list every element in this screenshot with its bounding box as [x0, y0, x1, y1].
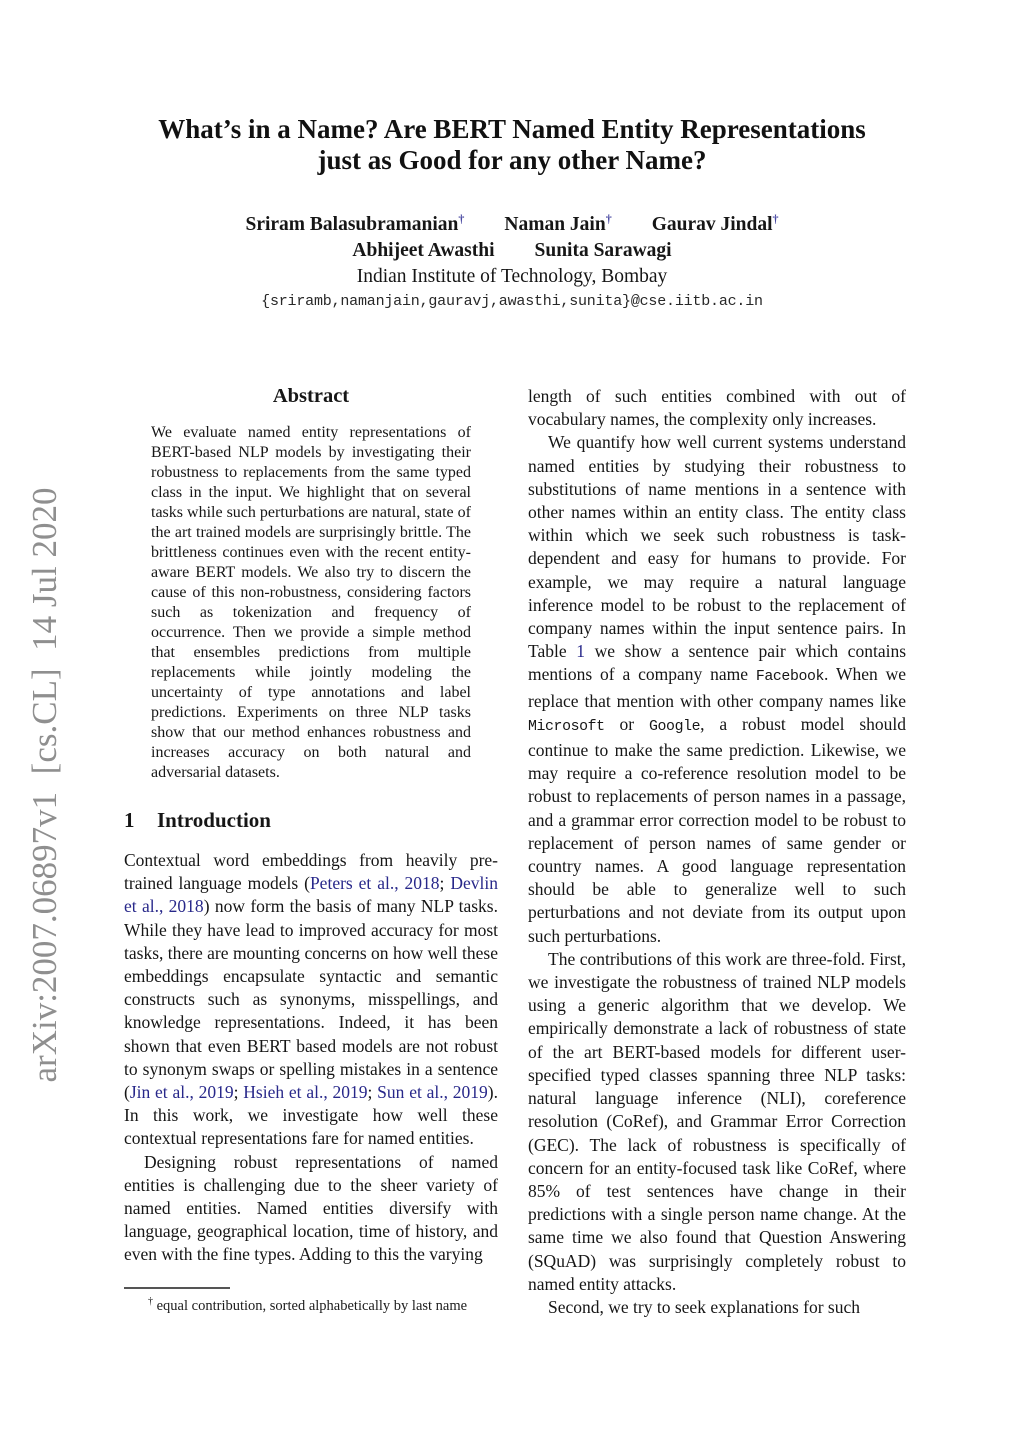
section-heading-introduction: [124, 808, 498, 833]
title-block: [0, 114, 1024, 310]
text-segment: ) now form the basis of many NLP tasks. While they have lead to improved accuracy for most tasks, there are mounting concerns on how well these embeddings encapsulate syntactic and semantic constructs such as synonyms, misspellings, and knowledge representations. Indeed, it has been shown that even BERT based models are not robust to synonym swaps or spelling mistakes in a sentence (: [124, 896, 498, 1103]
footnote-block: [124, 1287, 498, 1315]
section-number: 1: [124, 808, 135, 832]
intro-paragraph-1: [124, 849, 498, 1151]
text-segment: . When we replace that mention with other company names like: [528, 664, 906, 711]
section-title: Introduction: [157, 808, 271, 832]
citation-link[interactable]: Peters et al., 2018: [309, 873, 440, 894]
text-segment: , a robust model should continue to make the same prediction. Likewise, we may require a co-reference resolution model to be robust to replacements of person names in a passage, and a grammar error correction model to be robust to replacement of person names of same gender or country names. A good language representation should be able to generalize well to such perturbations and not deviate from its output upon such perturbations.: [528, 713, 906, 946]
affiliation: Indian Institute of Technology, Bombay: [356, 266, 668, 287]
dagger-mark: †: [458, 211, 465, 226]
text-segment: we show a sentence pair which contains mentions of a company name: [528, 641, 907, 685]
paper-title-line1: What’s in a Name? Are BERT Named Entity Representations: [158, 114, 866, 144]
right-paragraph-1: length of such entities combined with out of vocabulary names, the complexity only increases.: [528, 386, 906, 430]
text-segment: Contextual word embeddings from heavily pre-trained language models (: [124, 850, 498, 894]
text-segment: ;: [233, 1082, 244, 1103]
right-column: [528, 385, 906, 1319]
author-name: Naman Jain†: [504, 211, 612, 235]
text-segment: or: [604, 713, 650, 734]
citation-link[interactable]: Jin et al., 2019: [129, 1082, 234, 1103]
arxiv-watermark: arXiv:2007.06897v1 [cs.CL] 14 Jul 2020: [25, 487, 64, 1083]
author-name: Sriram Balasubramanian†: [245, 211, 465, 235]
right-paragraph-4: Second, we try to seek explanations for such: [548, 1296, 861, 1317]
paper-title: [0, 114, 1024, 176]
citation-link[interactable]: Devlin et al., 2018: [124, 873, 498, 917]
right-paragraph-3: The contributions of this work are three-fold. First, we investigate the robustness of trained NLP models using a generic algorithm that we develop. We empirically demonstrate a lack of robustness of state of the art BERT-based models for different user-specified typed classes spanning three NLP tasks: natural language inference (NLI), coreference resolution (CoRef), and Grammar Error Correction (GEC). The lack of robustness is specifically of concern for an entity-focused task like CoRef, where 85% of test sentences have change in their predictions with a single person name change. At the same time we also found that Question Answering (SQuAD) was surprisingly completely robust to named entity attacks.: [528, 948, 906, 1294]
text-segment: ). In this work, we investigate how well these contextual representations fare for named entities.: [124, 1082, 498, 1149]
text-segment: We quantify how well current systems understand named entities by studying their robustness to substitutions of name mentions in a sentence with other names within an entity class. The entity class within which we seek such robustness is task-dependent and easy for humans to provide. For example, we may require a natural language inference model to be robust to the replacement of company names within the input sentence pairs. In Table: [528, 432, 906, 662]
abstract-text: We evaluate named entity representations of BERT-based NLP models by investigating their robustness to replacements from the same typed class in the input. We highlight that on several tasks while such perturbations are natural, state of the art trained models are surprisingly brittle. The brittleness continues even with the recent entity-aware BERT models. We also try to discern the cause of this non-robustness, considering factors such as tokenization and frequency of occurrence. Then we provide a simple method that ensembles predictions from multiple replacements while jointly modeling the uncertainty of type annotations and label predictions. Experiments on three NLP tasks show that our method enhances robustness and increases accuracy on both natural and adversarial datasets.: [151, 424, 471, 781]
citation-link[interactable]: 1: [576, 641, 585, 662]
abstract-heading: Abstract: [272, 385, 350, 407]
author-name: Abhijeet Awasthi: [352, 240, 495, 261]
authors-block: [0, 212, 1024, 310]
code-entity: Microsoft: [528, 718, 605, 735]
text-segment: ;: [367, 1082, 378, 1103]
dagger-mark: †: [605, 211, 612, 226]
author-name: Sunita Sarawagi: [534, 240, 672, 261]
code-entity: Facebook: [755, 669, 825, 686]
footnote-text: [124, 1293, 498, 1315]
left-column: [124, 385, 498, 1267]
dagger-mark: †: [148, 1296, 153, 1307]
author-row-2: [0, 238, 1024, 264]
right-paragraph-2: [528, 431, 906, 947]
text-segment: ;: [439, 873, 451, 894]
dagger-mark: †: [772, 211, 779, 226]
citation-link[interactable]: Sun et al., 2019: [377, 1082, 488, 1103]
footnote-label: equal contribution, sorted alphabetically by last name: [156, 1297, 468, 1314]
author-row-1: [0, 212, 1024, 238]
intro-paragraph-2: Designing robust representations of named entities is challenging due to the sheer variety of named entities. Named entities diversify with language, geographical location, time of history, and even with the fine types. Adding to this the varying: [124, 1151, 498, 1265]
author-name: Gaurav Jindal†: [651, 211, 779, 235]
citation-link[interactable]: Hsieh et al., 2019: [243, 1082, 368, 1103]
footnote-rule: [124, 1287, 230, 1289]
email-line: {sriramb,namanjain,gauravj,awasthi,sunita}@cse.iitb.ac.in: [261, 293, 763, 310]
code-entity: Google: [649, 718, 701, 735]
paper-title-line2: just as Good for any other Name?: [317, 145, 707, 175]
